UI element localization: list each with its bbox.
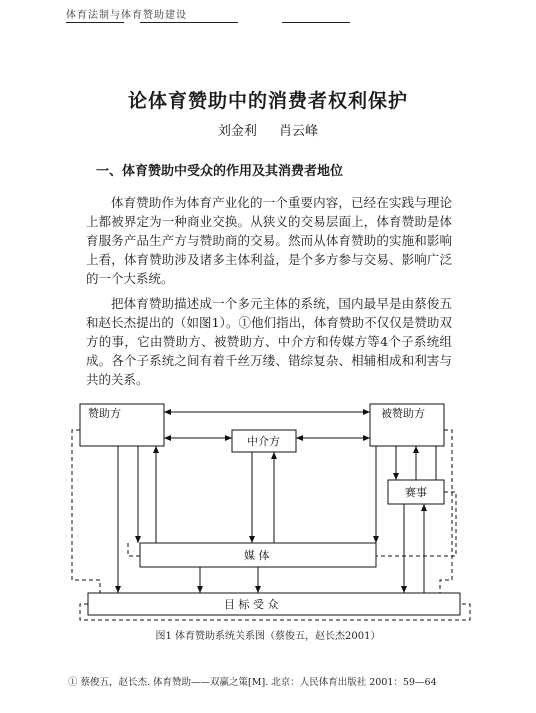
arrowhead bbox=[373, 536, 379, 543]
media-label: 媒 体 bbox=[244, 549, 270, 562]
arrowhead bbox=[393, 473, 399, 480]
arrowhead bbox=[413, 446, 419, 453]
arrowhead bbox=[197, 586, 203, 593]
arrowhead bbox=[401, 586, 407, 593]
intermediary-label: 中介方 bbox=[247, 435, 280, 448]
article-authors: 刘金利 肖云峰 bbox=[217, 124, 319, 139]
dashed-feedback-line bbox=[440, 430, 452, 593]
arrowhead bbox=[115, 586, 121, 593]
footnote: ① 蔡俊五，赵长杰. 体育赞助——双赢之策[M]. 北京：人民体育出版社 2001：59—64 bbox=[68, 677, 437, 688]
audience-label: 目 标 受 众 bbox=[224, 598, 279, 611]
article-title: 论体育赞助中的消费者权利保护 bbox=[127, 90, 408, 112]
arrowhead bbox=[421, 504, 427, 511]
dashed-feedback-line bbox=[72, 430, 100, 593]
arrowhead bbox=[363, 409, 370, 415]
arrowhead bbox=[135, 536, 141, 543]
arrowhead bbox=[363, 435, 370, 441]
figure-caption: 图1 体育赞助系统关系图（蔡俊五，赵长杰2001） bbox=[155, 631, 381, 642]
paragraph-2: 把体育赞助描述成一个多元主体的系统，国内最早是由蔡俊五和赵长杰提出的（如图1）。①他们指出，体育赞助不仅仅是赞助双方的事，它由赞助方、被赞助方、中介方和传媒方等4个子系统组成。各个子系统之间有着千丝万缕、错综复杂、相辅相成和利害与共的关系。 bbox=[86, 296, 452, 387]
arrowhead bbox=[271, 452, 277, 459]
arrowhead bbox=[164, 435, 171, 441]
arrowhead bbox=[164, 409, 171, 415]
arrowhead bbox=[296, 435, 303, 441]
paragraph-1: 体育赞助作为体育产业化的一个重要内容，已经在实践与理论上都被界定为一种商业交换。从狭义的交易层面上，体育赞助是体育服务产品生产方与赞助商的交易。然而从体育赞助的实施和影响上看，体育赞助涉及诸多主体利益，是个多方参与交易、影响广泛的一个大系统。 bbox=[86, 195, 452, 286]
sponsored-label: 被赞助方 bbox=[381, 407, 425, 420]
sponsor-label: 赞助方 bbox=[88, 407, 121, 420]
events-label: 赛事 bbox=[405, 486, 427, 499]
section-heading: 一、体育赞助中受众的作用及其消费者地位 bbox=[96, 164, 344, 179]
arrowhead bbox=[249, 536, 255, 543]
running-header: 体育法制与体育赞助建设 bbox=[66, 10, 187, 21]
arrowhead bbox=[153, 446, 159, 453]
arrowhead bbox=[255, 586, 261, 593]
arrowhead bbox=[225, 435, 232, 441]
